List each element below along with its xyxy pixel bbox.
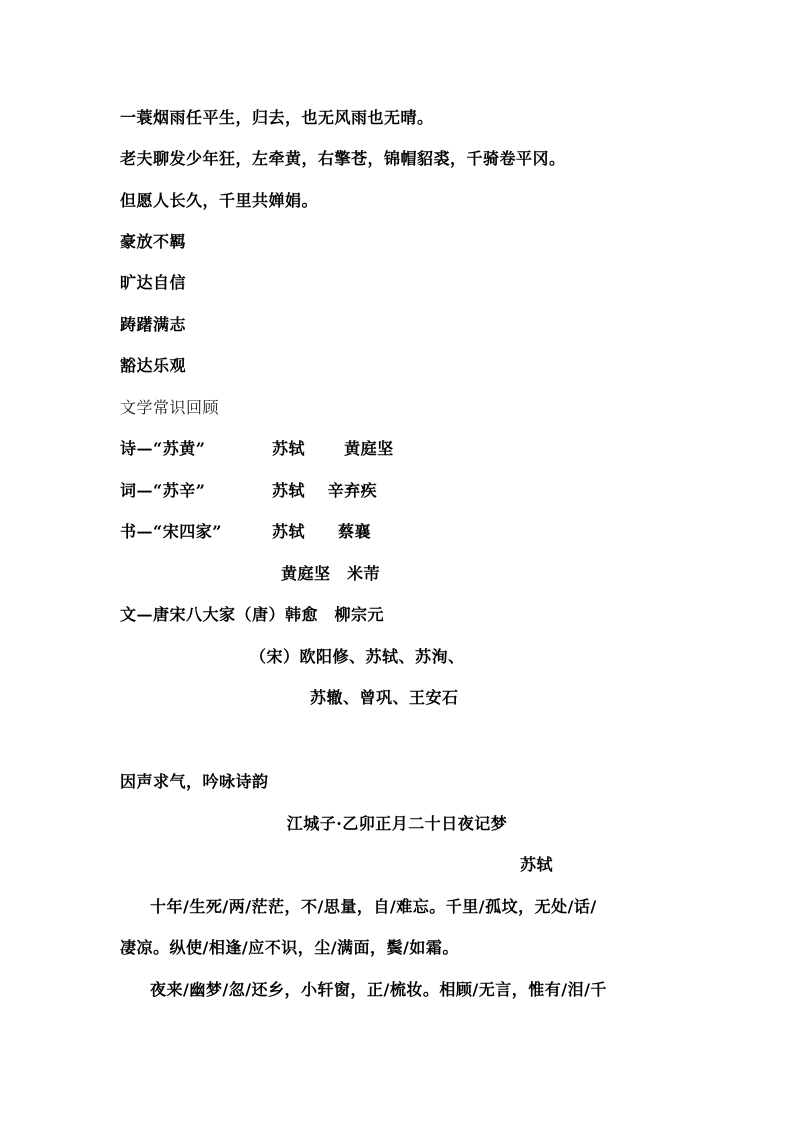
poem-paragraph-1a: 十年/生死/两/茫茫，不/思量，自/难忘。千里/孤坟，无处/话/ <box>150 897 597 916</box>
poem-label: 诗—“苏黄” <box>120 439 206 458</box>
trait-1: 豪放不羁 <box>120 232 187 251</box>
poem-paragraph-1b: 凄凉。纵使/相逢/应不识，尘/满面，鬓/如霜。 <box>120 938 459 957</box>
poem-names: 苏轼 黄庭坚 <box>272 439 394 458</box>
wen-label: 文—唐宋八大家（唐）韩愈 柳宗元 <box>120 605 385 624</box>
wen-song-2: 苏辙、曾巩、王安石 <box>310 688 459 707</box>
poem-title: 江城子·乙卯正月二十日夜记梦 <box>286 814 508 833</box>
ci-label: 词—“苏辛” <box>120 481 206 500</box>
ci-names: 苏轼 辛弃疾 <box>272 481 378 500</box>
reading-intro: 因声求气，吟咏诗韵 <box>120 772 269 791</box>
shu-names: 苏轼 蔡襄 <box>272 522 372 541</box>
quote-line-3: 但愿人长久，千里共婵娟。 <box>120 191 319 210</box>
poem-author: 苏轼 <box>520 855 554 874</box>
poem-paragraph-2a: 夜来/幽梦/忽/还乡，小轩窗，正/梳妆。相顾/无言，惟有/泪/千 <box>150 980 607 999</box>
quote-line-1: 一蓑烟雨任平生，归去，也无风雨也无晴。 <box>120 108 434 127</box>
section-heading-literature: 文学常识回顾 <box>120 398 220 417</box>
wen-song: （宋）欧阳修、苏轼、苏洵、 <box>250 647 465 666</box>
shu-names-2: 黄庭坚 米芾 <box>281 564 381 583</box>
shu-label: 书—“宋四家” <box>120 522 222 541</box>
quote-line-2: 老夫聊发少年狂，左牵黄，右擎苍，锦帽貂裘，千骑卷平冈。 <box>120 149 566 168</box>
trait-2: 旷达自信 <box>120 273 187 292</box>
trait-4: 豁达乐观 <box>120 356 187 375</box>
trait-3: 踌躇满志 <box>120 315 187 334</box>
